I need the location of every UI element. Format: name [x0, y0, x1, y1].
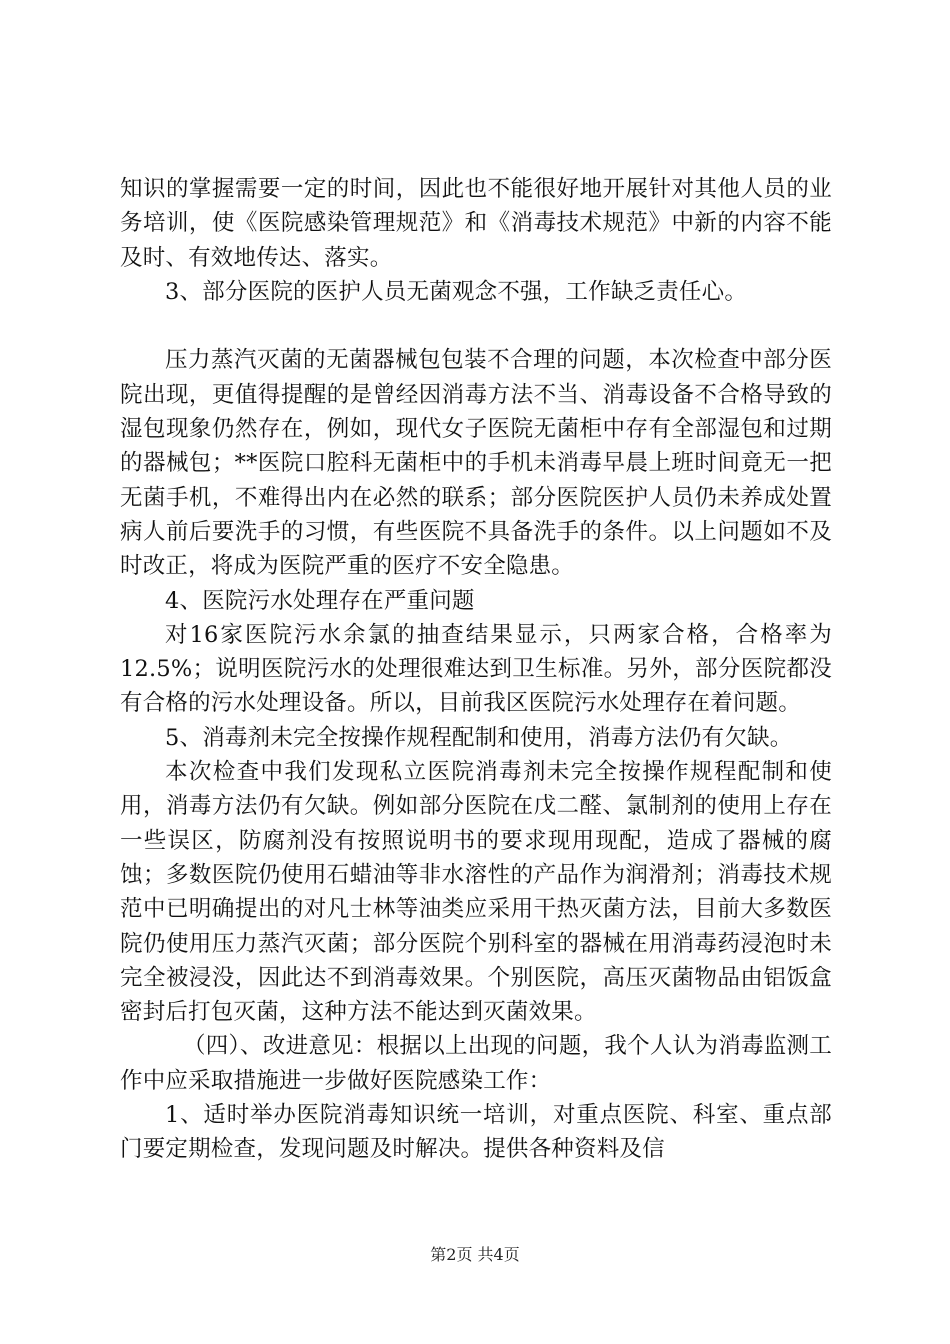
page-number-footer: 第2页 共4页 [430, 1245, 520, 1264]
document-body [120, 172, 832, 1167]
paragraph-wastewater: 对16家医院污水余氯的抽查结果显示，只两家合格，合格率为12.5%；说明医院污水的处理很难达到卫生标准。另外，部分医院都没有合格的污水处理设备。所以，目前我区医院污水处理存在着问题。 [120, 621, 832, 717]
heading-item-3: 3、部分医院的医护人员无菌观念不强，工作缺乏责任心。 [165, 278, 748, 305]
paragraph-disinfectant: 本次检查中我们发现私立医院消毒剂未完全按操作规程配制和使用，消毒方法仍有欠缺。例如部分医院在戊二醛、氯制剂的使用上存在一些误区，防腐剂没有按照说明书的要求现用现配，造成了器械的腐蚀；多数医院仍使用石蜡油等非水溶性的产品作为润滑剂；消毒技术规范中已明确提出的对凡士林等油类应采用干热灭菌方法，目前大多数医院仍使用压力蒸汽灭菌；部分医院个别科室的器械在用消毒药浸泡时未完全被浸没，因此达不到消毒效果。个别医院，高压灭菌物品由铝饭盒密封后打包灭菌，这种方法不能达到灭菌效果。 [120, 759, 832, 1026]
heading-item-5: 5、消毒剂未完全按操作规程配制和使用，消毒方法仍有欠缺。 [165, 724, 793, 751]
blank-line [120, 309, 832, 343]
paragraph-sterile-package: 压力蒸汽灭菌的无菌器械包包装不合理的问题，本次检查中部分医院出现，更值得提醒的是曾经因消毒方法不当、消毒设备不合格导致的湿包现象仍然存在，例如，现代女子医院无菌柜中存有全部湿包和过期的器械包；**医院口腔科无菌柜中的手机未消毒早晨上班时间竟无一把无菌手机，不难得出内在必然的联系；部分医院医护人员仍未养成处置病人前后要洗手的习惯，有些医院不具备洗手的条件。以上问题如不及时改正，将成为医院严重的医疗不安全隐患。 [120, 347, 832, 580]
heading-item-4: 4、医院污水处理存在严重问题 [165, 587, 475, 614]
paragraph-improvement-1: 1、适时举办医院消毒知识统一培训，对重点医院、科室、重点部门要定期检查，发现问题及时解决。提供各种资料及信 [120, 1102, 832, 1163]
heading-improvement: （四）、改进意见：根据以上出现的问题，我个人认为消毒监测工作中应采取措施进一步做好医院感染工作： [120, 1033, 832, 1094]
paragraph-training-continuation: 知识的掌握需要一定的时间，因此也不能很好地开展针对其他人员的业务培训，使《医院感染管理规范》和《消毒技术规范》中新的内容不能及时、有效地传达、落实。 [120, 176, 832, 271]
